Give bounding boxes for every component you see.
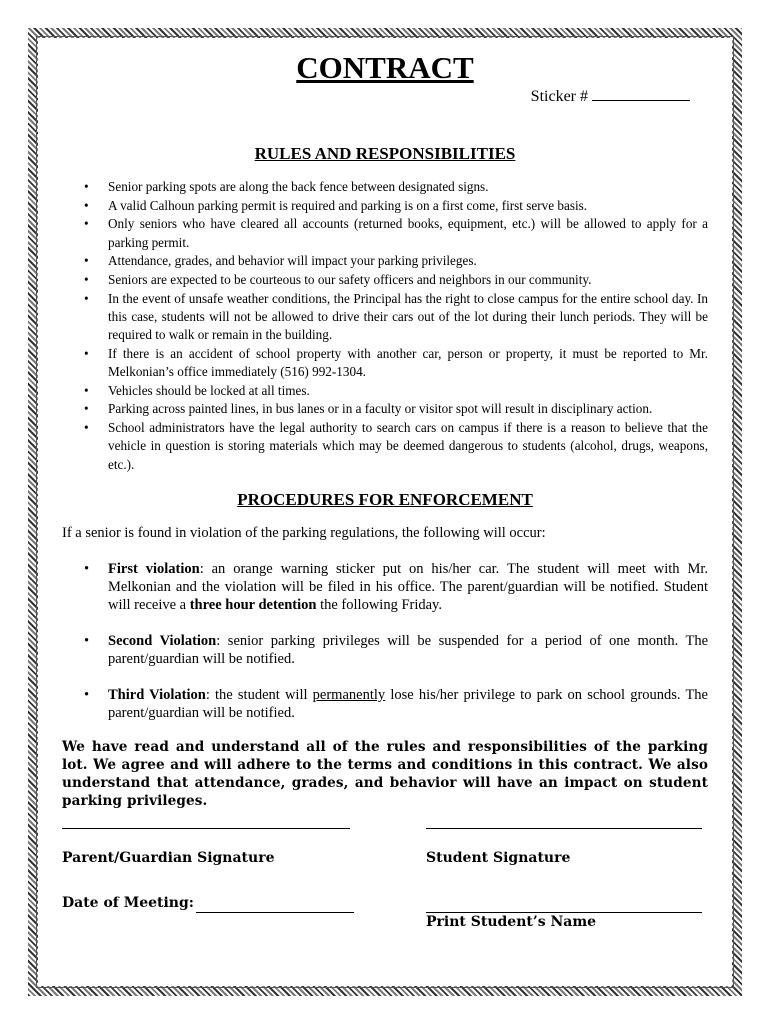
procedures-intro: If a senior is found in violation of the parking regulations, the following will occur: (62, 524, 546, 541)
rule-item: • School administrators have the legal authority to search cars on campus if there is a reason to believe that the vehicle in question is storing materials which may be deemed dangerous to students (alcohol, drugs, weapons, etc.). (62, 419, 708, 474)
second-violation-item (62, 632, 708, 668)
third-violation-text-b: lose his/her privilege to park on school grounds. The parent/guardian will be notified. (108, 686, 708, 721)
permanently-underlined: permanently (312, 686, 386, 703)
rule-item: • Senior parking spots are along the back fence between designated signs. (62, 178, 708, 196)
rule-item: • A valid Calhoun parking permit is required and parking is on a first come, first serve basis. (62, 197, 708, 215)
student-signature-label: Student Signature (426, 849, 571, 866)
sticker-blank-line (592, 86, 690, 101)
date-of-meeting-label: Date of Meeting: (62, 894, 194, 911)
procedures-heading: PROCEDURES FOR ENFORCEMENT (237, 489, 533, 509)
date-of-meeting-line[interactable] (196, 912, 354, 913)
student-signature-line[interactable] (426, 828, 702, 829)
violations-list (62, 560, 708, 722)
parent-signature-label: Parent/Guardian Signature (62, 849, 275, 866)
parent-signature-line[interactable] (62, 828, 350, 829)
rule-item: • If there is an accident of school property with another car, person or property, it must be reported to Mr. Melkonian’s office immediately (516) 992-1304. (62, 345, 708, 381)
rules-list (62, 178, 708, 474)
print-name-label: Print Student’s Name (426, 913, 597, 930)
first-violation-text-a: : an orange warning sticker put on his/her car. The student will meet with Mr. Melkonian and the violation will be filed in his office. The parent/guardian will be notified. Student will receive a (108, 560, 708, 613)
third-violation-text-a: : the student will (205, 686, 313, 703)
contract-document (62, 50, 708, 978)
first-violation-label: First violation (108, 560, 200, 577)
agreement-statement: We have read and understand all of the rules and responsibilities of the parking lot. We agree and will adhere to the terms and conditions in this contract. We also understand that attendance, grades, and behavior will have an impact on student parking privileges. (62, 738, 708, 809)
rule-item: • Vehicles should be locked at all times. (62, 382, 708, 400)
detention-emphasis: three hour detention (189, 596, 317, 613)
page-title: CONTRACT (296, 50, 474, 85)
second-violation-text: : senior parking privileges will be suspended for a period of one month. The parent/guardian will be notified. (108, 632, 709, 667)
signature-section (62, 828, 708, 978)
third-violation-item (62, 686, 708, 722)
rule-item: • In the event of unsafe weather conditions, the Principal has the right to close campus for the entire school day. In this case, students will not be allowed to drive their cars out of the lot during their lunch periods. They will be required to walk or remain in the building. (62, 290, 708, 345)
sticker-number-field (531, 86, 690, 106)
third-violation-label: Third Violation (108, 686, 206, 703)
rule-item: • Attendance, grades, and behavior will impact your parking privileges. (62, 252, 708, 270)
rule-item: • Seniors are expected to be courteous to our safety officers and neighbors in our community. (62, 271, 708, 289)
rule-item: • Only seniors who have cleared all accounts (returned books, equipment, etc.) will be allowed to apply for a parking permit. (62, 215, 708, 251)
second-violation-label: Second Violation (108, 632, 217, 649)
first-violation-item (62, 560, 708, 614)
print-name-line[interactable] (426, 912, 702, 913)
rules-heading: RULES AND RESPONSIBILITIES (254, 144, 516, 163)
sticker-label: Sticker # (530, 88, 588, 105)
first-violation-text-b: the following Friday. (316, 596, 442, 613)
rule-item: • Parking across painted lines, in bus lanes or in a faculty or visitor spot will result in disciplinary action. (62, 400, 708, 418)
